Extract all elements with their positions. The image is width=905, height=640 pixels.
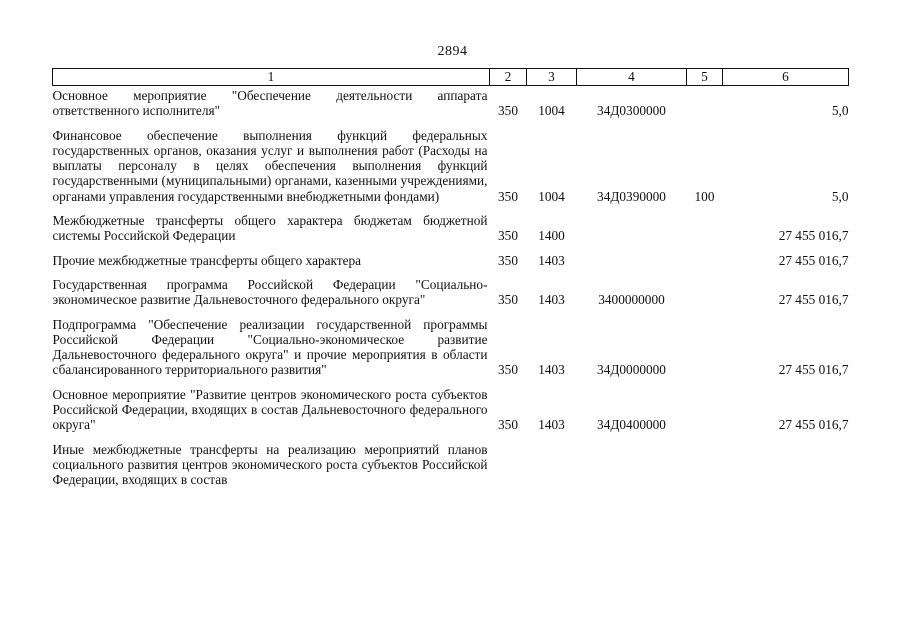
row-spacer xyxy=(53,204,849,213)
row-code-4 xyxy=(577,442,687,488)
row-code-4: 34Д0300000 xyxy=(597,103,666,119)
table-row xyxy=(53,442,849,488)
table-row xyxy=(53,387,849,433)
table-row xyxy=(53,253,849,268)
row-spacer xyxy=(53,378,849,387)
row-code-3: 1403 xyxy=(538,362,565,378)
row-code-3 xyxy=(527,442,577,488)
column-header-3: 3 xyxy=(527,69,577,86)
row-code-2: 350 xyxy=(498,252,518,268)
column-header-1: 1 xyxy=(53,69,490,86)
row-code-4: 34Д0390000 xyxy=(597,188,666,204)
row-description: Основное мероприятие "Обеспечение деятельности аппарата ответственного исполнителя" xyxy=(52,88,488,119)
row-code-3: 1400 xyxy=(538,228,565,244)
row-code-2: 350 xyxy=(498,188,518,204)
row-code-5 xyxy=(687,387,723,433)
table-row xyxy=(53,86,849,119)
row-code-3: 1004 xyxy=(538,188,565,204)
row-description: Основное мероприятие "Развитие центров экономического роста субъектов Российской Федерации, входящих в состав Дальневосточного федерального округа" xyxy=(52,386,488,433)
row-amount: 27 455 016,7 xyxy=(778,417,849,433)
row-spacer xyxy=(53,433,849,442)
row-code-5: 100 xyxy=(694,188,715,204)
row-amount: 27 455 016,7 xyxy=(778,228,849,244)
row-spacer xyxy=(53,308,849,317)
row-amount: 27 455 016,7 xyxy=(778,362,849,378)
row-amount: 5,0 xyxy=(831,188,849,204)
row-code-5 xyxy=(687,442,723,488)
row-code-2: 350 xyxy=(498,362,518,378)
row-code-3: 1403 xyxy=(538,252,565,268)
row-description: Государственная программа Российской Федерации "Социально-экономическое развитие Дальневосточного федерального округа" xyxy=(52,276,488,308)
row-code-2: 350 xyxy=(498,103,518,119)
row-code-5 xyxy=(687,277,723,308)
row-code-2: 350 xyxy=(498,417,518,433)
column-header-2: 2 xyxy=(490,69,527,86)
row-description: Прочие межбюджетные трансферты общего характера xyxy=(52,252,362,268)
row-code-4: 34Д0000000 xyxy=(597,362,666,378)
row-code-2: 350 xyxy=(498,292,518,308)
page-number: 2894 xyxy=(437,44,468,59)
row-description: Иные межбюджетные трансферты на реализацию мероприятий планов социального развития центров экономического роста субъектов Российской Федерации, входящих в состав xyxy=(52,441,488,488)
column-header-6: 6 xyxy=(723,69,849,86)
row-description: Подпрограмма "Обеспечение реализации государственной программы Российской Федерации "Социально-экономическое развитие Дальневосточного федерального округа" и прочие мероприятия в области сбалансированного территориального развития" xyxy=(52,316,488,378)
budget-table xyxy=(52,68,849,488)
row-code-4: 34Д0400000 xyxy=(597,417,666,433)
row-code-5 xyxy=(687,253,723,268)
row-code-2 xyxy=(490,442,527,488)
column-header-4: 4 xyxy=(577,69,687,86)
header-row xyxy=(53,69,849,86)
row-code-5 xyxy=(687,317,723,378)
row-code-5 xyxy=(687,213,723,244)
row-description: Финансовое обеспечение выполнения функций федеральных государственных органов, оказания услуг и выполнения работ (Расходы на выплаты персоналу в целях обеспечения выполнения функций государственными (муниципальными) органами, казенными учреждениями, органами управления государственными внебюджетными фондами) xyxy=(52,127,488,204)
row-spacer xyxy=(53,244,849,253)
table-row xyxy=(53,128,849,204)
table-row xyxy=(53,317,849,378)
row-code-4 xyxy=(577,253,687,268)
row-code-3: 1403 xyxy=(538,292,565,308)
row-description: Межбюджетные трансферты общего характера бюджетам бюджетной системы Российской Федерации xyxy=(52,213,488,244)
row-spacer xyxy=(53,268,849,277)
row-code-4: 3400000000 xyxy=(598,292,665,308)
table-row xyxy=(53,277,849,308)
row-code-3: 1403 xyxy=(538,417,565,433)
row-code-5 xyxy=(687,86,723,119)
row-amount xyxy=(723,442,849,488)
row-amount: 27 455 016,7 xyxy=(778,252,849,268)
row-amount: 5,0 xyxy=(831,103,849,119)
column-header-5: 5 xyxy=(687,69,723,86)
table-row xyxy=(53,213,849,244)
row-code-2: 350 xyxy=(498,228,518,244)
row-amount: 27 455 016,7 xyxy=(778,292,849,308)
row-code-4 xyxy=(577,213,687,244)
row-code-3: 1004 xyxy=(538,103,565,119)
row-spacer xyxy=(53,119,849,128)
